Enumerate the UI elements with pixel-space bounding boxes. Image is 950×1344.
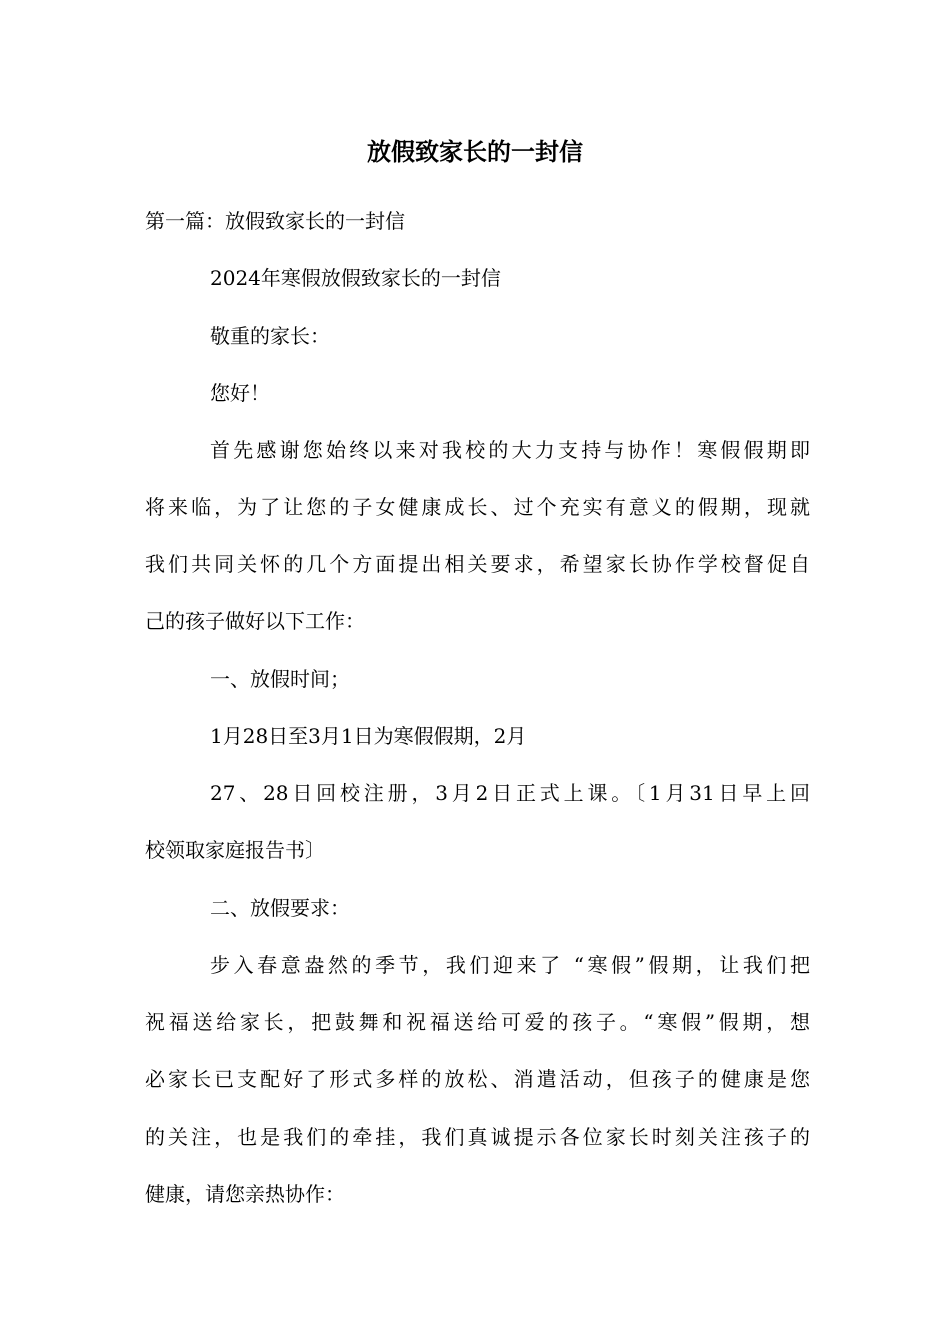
- greeting: 您好！: [210, 381, 270, 405]
- paragraph-line: 健康，请您亲热协作：: [145, 1182, 345, 1206]
- paragraph-line: 1月28日至3月1日为寒假假期，2月: [210, 724, 527, 748]
- paragraph-line: 步入春意盎然的季节，我们迎来了 “寒假”假期，让我们把: [210, 953, 810, 977]
- section-heading: 第一篇：放假致家长的一封信: [145, 209, 405, 233]
- document-title: 放假致家长的一封信: [367, 137, 583, 166]
- letter-subtitle: 2024年寒假放假致家长的一封信: [210, 266, 501, 290]
- section-heading: 二、放假要求：: [210, 896, 350, 920]
- paragraph-line: 己的孩子做好以下工作：: [145, 609, 365, 633]
- paragraph-line: 27、28日回校注册，3月2日正式上课。〔1月31日早上回: [210, 781, 810, 805]
- paragraph-line: 校领取家庭报告书〕: [145, 838, 325, 862]
- paragraph-line: 将来临，为了让您的子女健康成长、过个充实有意义的假期，现就: [145, 495, 810, 519]
- salutation: 敬重的家长：: [210, 324, 330, 348]
- paragraph-line: 的关注，也是我们的牵挂，我们真诚提示各位家长时刻关注孩子的: [145, 1125, 810, 1149]
- paragraph-line: 首先感谢您始终以来对我校的大力支持与协作！寒假假期即: [210, 438, 810, 462]
- paragraph-line: 祝福送给家长，把鼓舞和祝福送给可爱的孩子。“寒假”假期，想: [145, 1010, 810, 1034]
- section-heading: 一、放假时间；: [210, 667, 350, 691]
- paragraph-line: 我们共同关怀的几个方面提出相关要求，希望家长协作学校督促自: [145, 552, 810, 576]
- paragraph-line: 必家长已支配好了形式多样的放松、消遣活动，但孩子的健康是您: [145, 1067, 810, 1091]
